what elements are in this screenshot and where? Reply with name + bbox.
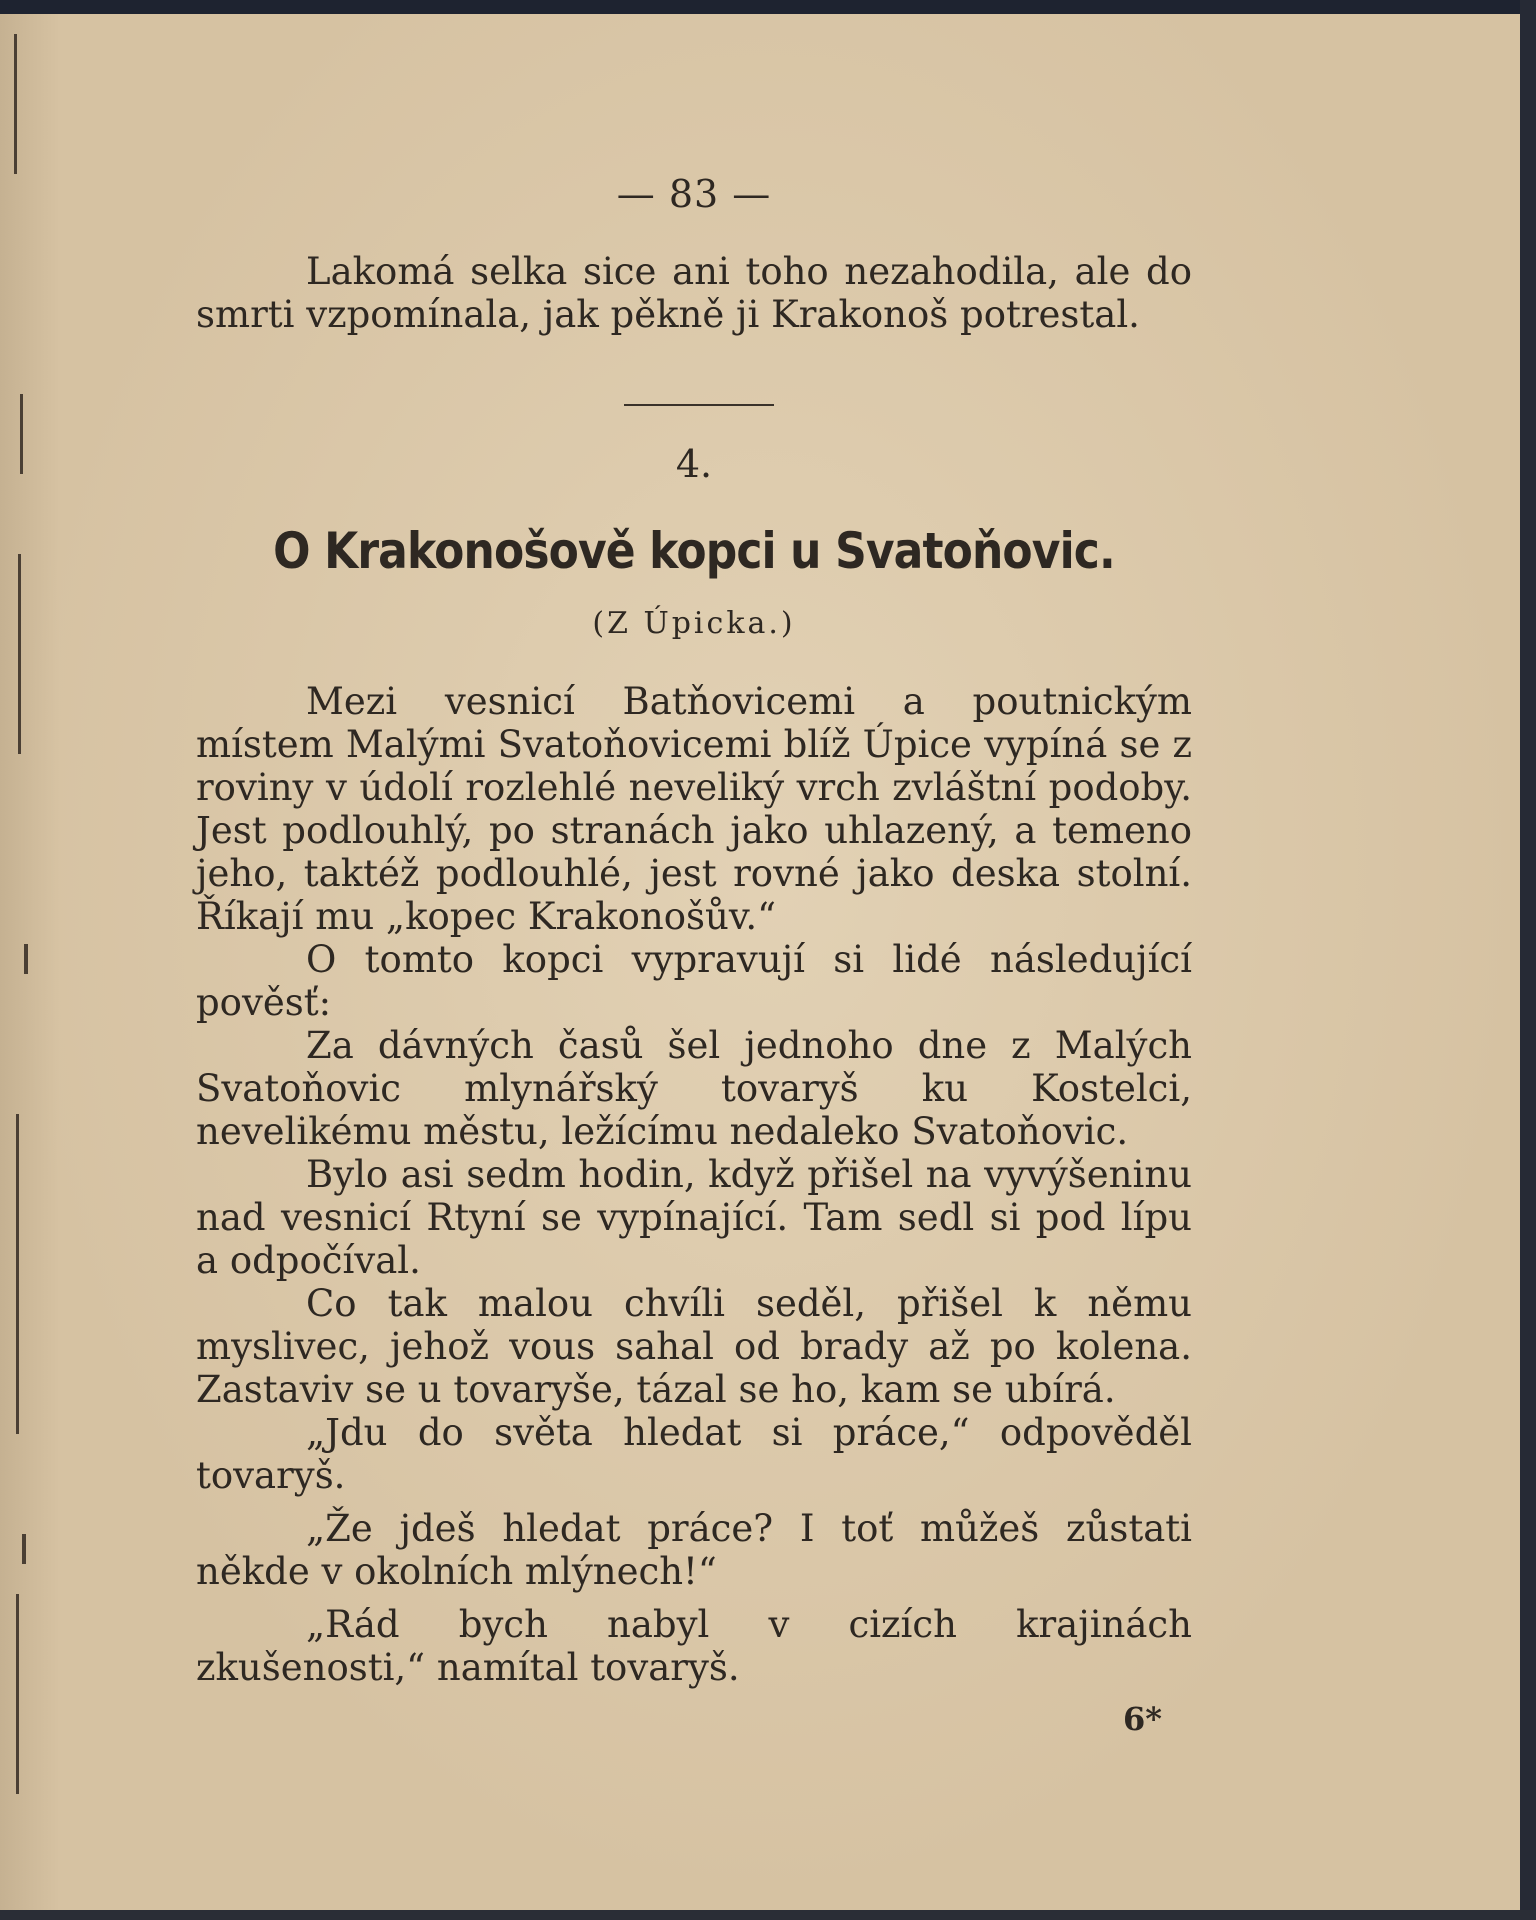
margin-speck (24, 944, 28, 974)
paragraph: „Že jdeš hledat práce? I toť můžeš zůstati někde v okolních mlýnech!“ (196, 1507, 1192, 1593)
story-body (196, 680, 1192, 1689)
paragraph: „Jdu do světa hledat si práce,“ odpověděl tovaryš. (196, 1411, 1192, 1497)
paragraph: O tomto kopci vypravují si lidé následující pověsť: (196, 938, 1192, 1024)
margin-speck (16, 1594, 19, 1794)
scan-bottom-edge (0, 1910, 1536, 1920)
margin-speck (22, 1534, 26, 1564)
section-number: 4. (675, 442, 713, 486)
scan-top-edge (0, 0, 1536, 14)
paragraph: „Rád bych nabyl v cizích krajinách zkušenosti,“ namítal tovaryš. (196, 1603, 1192, 1689)
signature-mark: 6* (1123, 1700, 1162, 1738)
page-number: — 83 — (616, 172, 772, 216)
paragraph: Mezi vesnicí Batňovicemi a poutnickým místem Malými Svatoňovicemi blíž Úpice vypíná se z roviny v údolí rozlehlé neveliký vrch zvláštní podoby. Jest podlouhlý, po stranách jako uhlazený, a temeno jeho, taktéž podlouhlé, jest rovné jako deska stolní. Říkají mu „kopec Krakonošův.“ (196, 680, 1192, 938)
scan-right-edge (1520, 0, 1536, 1920)
section-title: O Krakonošově kopci u Svatoňovic. (273, 522, 1115, 580)
opening-paragraph: Lakomá selka sice ani toho nezahodila, ale do smrti vzpomínala, jak pěkně ji Krakonoš potrestal. (196, 250, 1192, 336)
paragraph: Za dávných časů šel jednoho dne z Malých Svatoňovic mlynářský tovaryš ku Kostelci, nevelikému městu, ležícímu nedaleko Svatoňovic. (196, 1024, 1192, 1153)
source-note: (Z Úpicka.) (592, 606, 796, 641)
margin-speck (16, 1114, 19, 1434)
section-divider (624, 404, 774, 406)
margin-speck (18, 554, 21, 754)
paragraph: Bylo asi sedm hodin, když přišel na vyvýšeninu nad vesnicí Rtyní se vypínající. Tam sedl si pod lípu a odpočíval. (196, 1153, 1192, 1282)
binding-margin (0, 14, 46, 1920)
margin-speck (20, 394, 23, 474)
paragraph: Co tak malou chvíli seděl, přišel k němu myslivec, jehož vous sahal od brady až po kolena. Zastaviv se u tovaryše, tázal se ho, kam se ubírá. (196, 1282, 1192, 1411)
margin-speck (14, 34, 17, 174)
